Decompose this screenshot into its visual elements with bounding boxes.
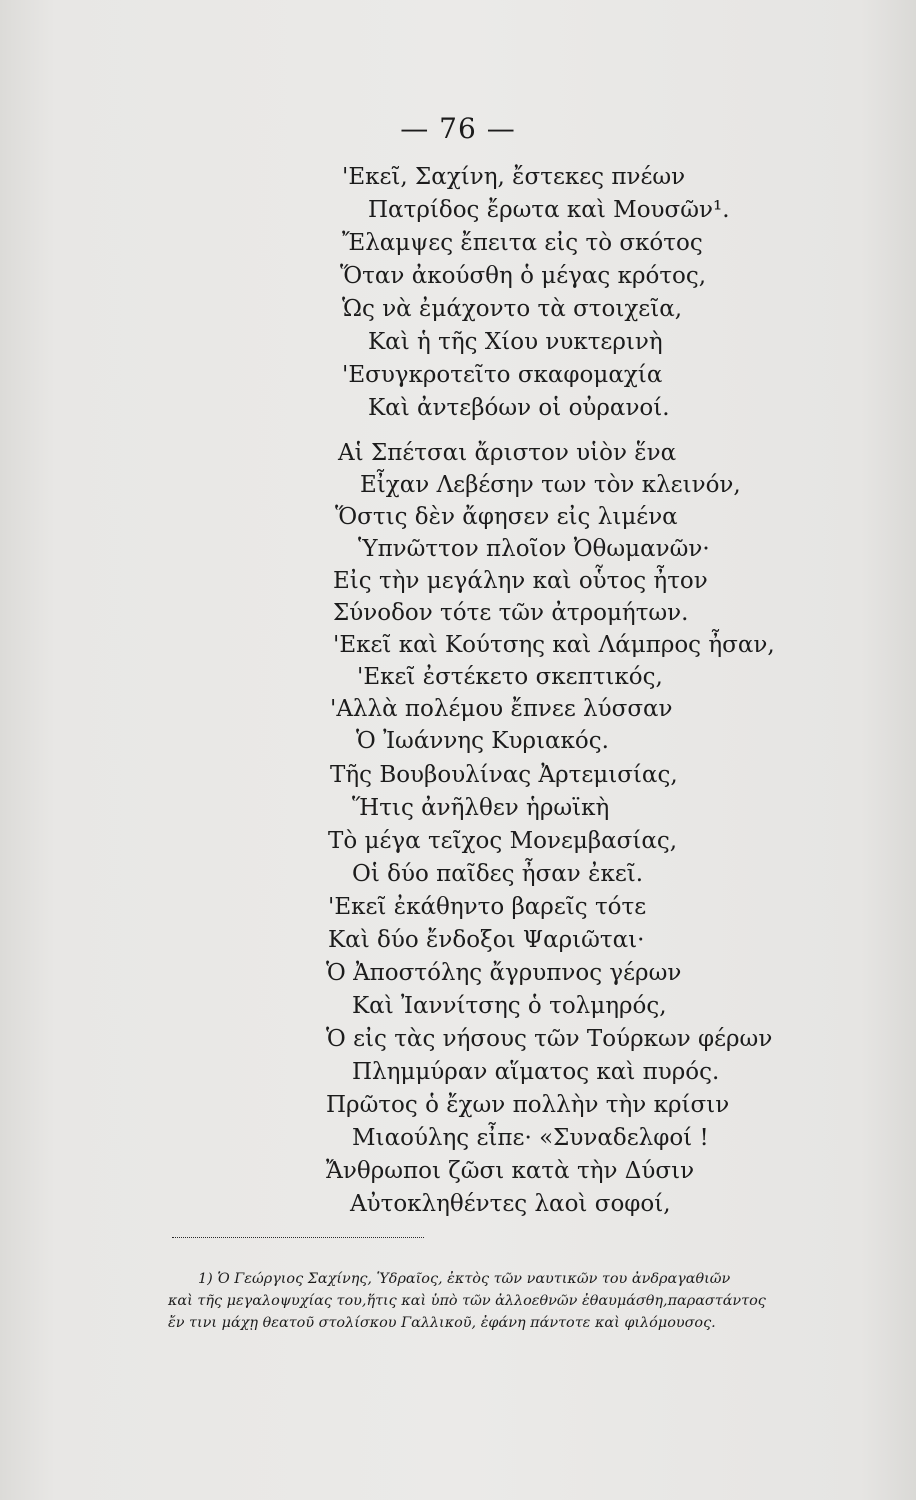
- verse-line: Ὁ Ἀποστόλης ἄγρυπνος γέρων: [326, 960, 682, 986]
- verse-line: Σύνοδον τότε τῶν ἀτρομήτων.: [333, 600, 689, 626]
- footnote-line: καὶ τῆς μεγαλοψυχίας του,ἥτις καὶ ὑπὸ τῶν ἀλλοεθνῶν ἐθαυμάσθη,παραστάντος: [168, 1293, 766, 1309]
- verse-line: Καὶ Ἰαννίτσης ὁ τολμηρός,: [352, 993, 667, 1019]
- verse-line: Ἔλαμψες ἔπειτα εἰς τὸ σκότος: [342, 230, 703, 256]
- verse-line: Ὑπνῶττον πλοῖον Ὀθωμανῶν·: [358, 536, 710, 562]
- footnote-line: 1) Ὁ Γεώργιος Σαχίνης, Ὑδραῖος, ἐκτὸς τῶν ναυτικῶν του ἀνδραγαθιῶν: [198, 1271, 731, 1287]
- verse-line: Πλημμύραν αἵματος καὶ πυρός.: [352, 1059, 720, 1085]
- verse-line: Ὁ Ἰωάννης Κυριακός.: [356, 728, 609, 754]
- verse-line: Πρῶτος ὁ ἔχων πολλὴν τὴν κρίσιν: [326, 1092, 730, 1118]
- verse-line: Εἰς τὴν μεγάλην καὶ οὗτος ἦτον: [333, 568, 708, 594]
- verse-line: Αἱ Σπέτσαι ἄριστον υἱὸν ἕνα: [338, 440, 677, 466]
- verse-line: Ὁ εἰς τὰς νήσους τῶν Τούρκων φέρων: [326, 1026, 773, 1052]
- verse-line: 'Εκεῖ καὶ Κούτσης καὶ Λάμπρος ἦσαν,: [333, 632, 775, 658]
- verse-line: Τῆς Βουβουλίνας Ἀρτεμισίας,: [330, 762, 678, 788]
- verse-line: Ὡς νὰ ἐμάχοντο τὰ στοιχεῖα,: [342, 296, 683, 322]
- verse-line: 'Αλλὰ πολέμου ἔπνεε λύσσαν: [330, 696, 673, 722]
- verse-line: 'Εκεῖ ἐκάθηντο βαρεῖς τότε: [328, 894, 647, 920]
- footnote-separator: [172, 1237, 424, 1238]
- verse-line: Ὅταν ἀκούσθη ὁ μέγας κρότος,: [340, 263, 707, 289]
- verse-line: 'Εσυγκροτεῖτο σκαφομαχία: [342, 362, 663, 388]
- verse-line: Αὐτοκληθέντες λαοὶ σοφοί,: [350, 1191, 671, 1217]
- verse-line: Ὅστις δὲν ἄφησεν εἰς λιμένα: [335, 504, 678, 530]
- verse-line: Εἶχαν Λεβέσην των τὸν κλεινόν,: [360, 472, 741, 498]
- footnote-line: ἔν τινι μάχῃ θεατοῦ στολίσκου Γαλλικοῦ, ἐφάνη πάντοτε καὶ φιλόμουσος.: [168, 1315, 716, 1331]
- verse-line: 'Εκεῖ ἐστέκετο σκεπτικός,: [357, 664, 663, 690]
- verse-line: Ἄνθρωποι ζῶσι κατὰ τὴν Δύσιν: [326, 1158, 695, 1184]
- verse-line: Τὸ μέγα τεῖχος Μονεμβασίας,: [328, 828, 678, 854]
- verse-line: Πατρίδος ἔρωτα καὶ Μουσῶν¹.: [368, 197, 730, 223]
- verse-line: Καὶ δύο ἔνδοξοι Ψαριῶται·: [328, 927, 645, 953]
- verse-line: Καὶ ἡ τῆς Χίου νυκτερινὴ: [368, 329, 663, 355]
- verse-line: Μιαούλης εἶπε· «Συναδελφοί !: [352, 1125, 709, 1151]
- page-number: — 76 —: [400, 112, 516, 145]
- verse-line: Οἱ δύο παῖδες ἦσαν ἐκεῖ.: [352, 861, 644, 887]
- verse-line: Καὶ ἀντεβόων οἱ οὐρανοί.: [368, 395, 670, 421]
- verse-line: 'Εκεῖ, Σαχίνη, ἔστεκες πνέων: [342, 164, 686, 190]
- verse-line: Ἥτις ἀνῆλθεν ἡρωϊκὴ: [352, 795, 610, 821]
